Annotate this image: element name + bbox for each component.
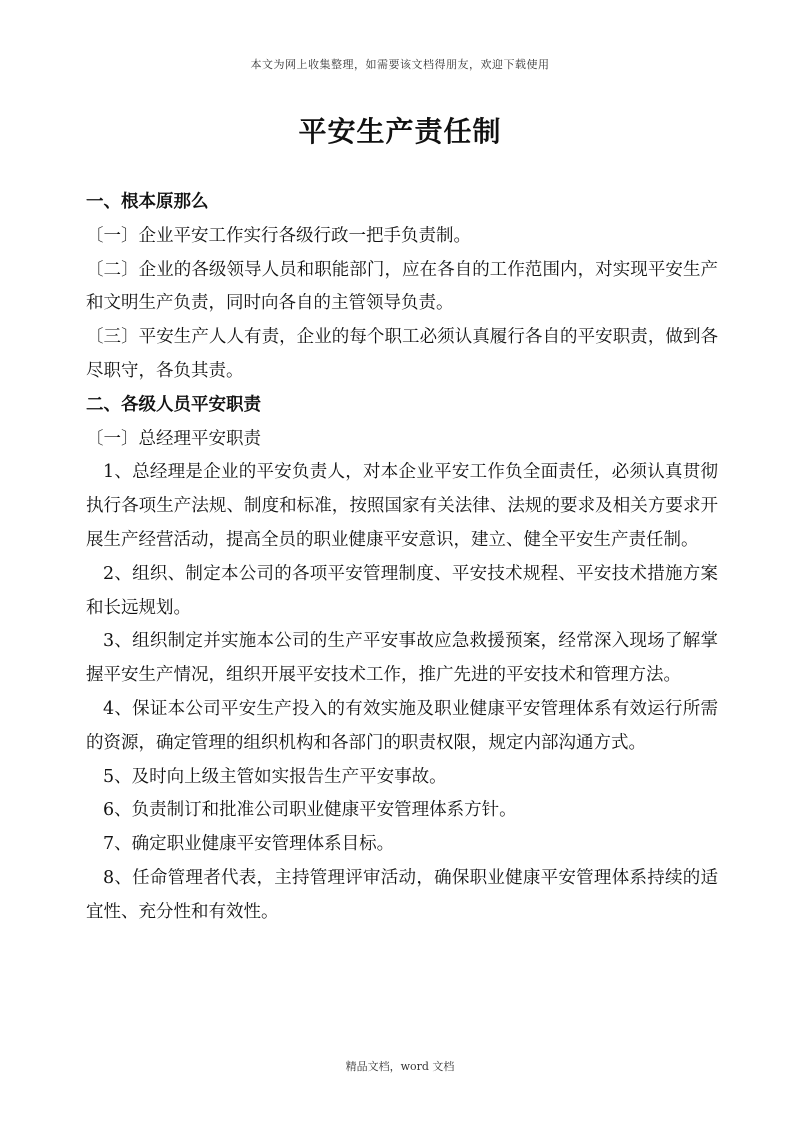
principle-item: 〔一〕企业平安工作实行各级行政一把手负责制。: [86, 225, 471, 246]
responsibility-item: 7、确定职业健康平安管理体系目标。: [103, 834, 395, 855]
principle-item: 〔三〕平安生产人人有责，企业的每个职工必须认真履行各自的平安职责，做到各尽职守，各负其责。: [86, 327, 718, 381]
responsibility-item: 8、任命管理者代表，主持管理评审活动，确保职业健康平安管理体系持续的适宜性、充分性和有效性。: [86, 867, 718, 922]
section-heading-responsibilities: 二、各级人员平安职责: [86, 394, 261, 415]
section-heading-principles: 一、根本原那么: [86, 192, 209, 212]
principle-item: 〔二〕企业的各级领导人员和职能部门，应在各自的工作范围内，对实现平安生产和文明生产负责，同时向各自的主管领导负责。: [86, 259, 718, 314]
page-header-note: 本文为网上收集整理，如需要该文档得朋友，欢迎下载使用: [250, 58, 550, 71]
responsibility-item: 3、组织制定并实施本公司的生产平安事故应急救援预案，经常深入现场了解掌握平安生产情况，组织开展平安技术工作，推广先进的平安技术和管理方法。: [86, 631, 718, 686]
document-title: 平安生产责任制: [298, 115, 502, 148]
document-body: [86, 186, 718, 930]
responsibility-item: 5、及时向上级主管如实报告生产平安事故。: [103, 766, 447, 787]
page-footer-note: 精品文档，word 文档: [345, 1060, 455, 1073]
subsection-heading-general-manager: 〔一〕总经理平安职责: [86, 428, 261, 449]
responsibility-item: 2、组织、制定本公司的各项平安管理制度、平安技术规程、平安技术措施方案和长远规划。: [86, 563, 718, 618]
responsibility-item: 4、保证本公司平安生产投入的有效实施及职业健康平安管理体系有效运行所需的资源，确定管理的组织机构和各部门的职责权限，规定内部沟通方式。: [86, 698, 718, 753]
responsibility-item: 1、总经理是企业的平安负责人，对本企业平安工作负全面责任，必须认真贯彻执行各项生产法规、制度和标准，按照国家有关法律、法规的要求及相关方要求开展生产经营活动，提高全员的职业健康平安意识，建立、健全平安生产责任制。: [86, 462, 718, 550]
responsibility-item: 6、负责制订和批准公司职业健康平安管理体系方针。: [103, 800, 517, 821]
